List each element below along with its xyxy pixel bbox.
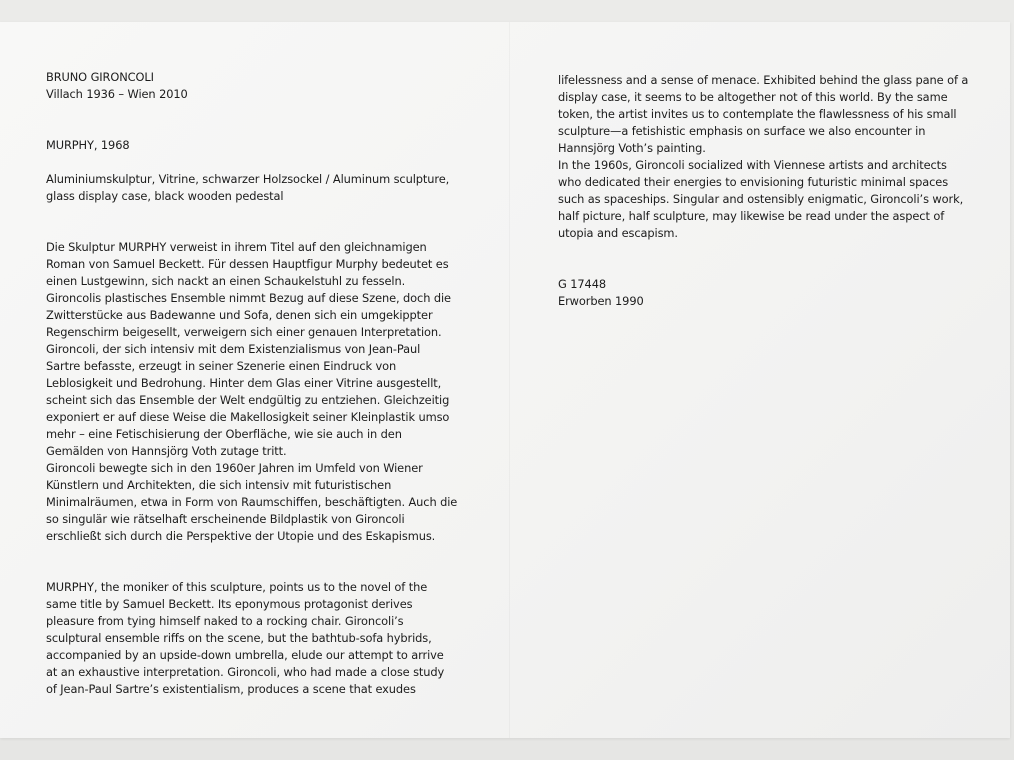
medium-line: Aluminiumskulptur, Vitrine, schwarzer Holzsockel / Aluminum sculpture, bbox=[46, 172, 450, 186]
text-line: Die Skulptur MURPHY verweist in ihrem Titel auf den gleichnamigen bbox=[46, 240, 427, 254]
inventory-number: G 17448 bbox=[558, 277, 606, 291]
english-description-part-2 bbox=[558, 72, 978, 242]
text-line: half picture, half sculpture, may likewise be read under the aspect of bbox=[558, 209, 945, 223]
artist-name: BRUNO GIRONCOLI bbox=[46, 70, 154, 84]
text-line: of Jean-Paul Sartre’s existentialism, produces a scene that exudes bbox=[46, 682, 416, 696]
panel-seam bbox=[509, 22, 510, 738]
text-line: token, the artist invites us to contemplate the flawlessness of his small bbox=[558, 107, 957, 121]
label-left-column bbox=[46, 69, 486, 698]
text-line: Gironcoli, der sich intensiv mit dem Existenzialismus von Jean-Paul bbox=[46, 342, 421, 356]
text-line: sculptural ensemble riffs on the scene, but the bathtub-sofa hybrids, bbox=[46, 631, 432, 645]
text-line: exponiert er auf diese Weise die Makellosigkeit seiner Kleinplastik umso bbox=[46, 410, 450, 424]
text-line: einen Lustgewinn, sich nackt an einen Schaukelstuhl zu fesseln. bbox=[46, 274, 406, 288]
text-line: In the 1960s, Gironcoli socialized with Viennese artists and architects bbox=[558, 158, 947, 172]
text-line: scheint sich das Ensemble der Welt endgültig zu entziehen. Gleichzeitig bbox=[46, 393, 450, 407]
text-line: Leblosigkeit und Bedrohung. Hinter dem Glas einer Vitrine ausgestellt, bbox=[46, 376, 442, 390]
text-line: Minimalräumen, etwa in Form von Raumschiffen, beschäftigten. Auch die bbox=[46, 495, 458, 509]
text-line: Regenschirm beigesellt, verweigern sich einer genauen Interpretation. bbox=[46, 325, 442, 339]
text-line: Künstlern und Architekten, die sich intensiv mit futuristischen bbox=[46, 478, 392, 492]
text-line: at an exhaustive interpretation. Gironcoli, who had made a close study bbox=[46, 665, 445, 679]
text-line: Zwitterstücke aus Badewanne und Sofa, denen sich ein umgekippter bbox=[46, 308, 433, 322]
text-line: utopia and escapism. bbox=[558, 226, 678, 240]
text-line: Gironcolis plastisches Ensemble nimmt Bezug auf diese Szene, doch die bbox=[46, 291, 451, 305]
artist-dates: Villach 1936 – Wien 2010 bbox=[46, 87, 188, 101]
text-line: pleasure from tying himself naked to a rocking chair. Gironcoli’s bbox=[46, 614, 404, 628]
medium-line: glass display case, black wooden pedestal bbox=[46, 189, 284, 203]
artwork-title: MURPHY, 1968 bbox=[46, 138, 130, 152]
german-description bbox=[46, 239, 486, 545]
text-line: lifelessness and a sense of menace. Exhibited behind the glass pane of a bbox=[558, 73, 969, 87]
text-line: Hannsjörg Voth’s painting. bbox=[558, 141, 706, 155]
text-line: mehr – eine Fetischisierung der Oberfläche, wie sie auch in den bbox=[46, 427, 402, 441]
text-line: display case, it seems to be altogether not of this world. By the same bbox=[558, 90, 948, 104]
text-line: sculpture—a fetishistic emphasis on surface we also encounter in bbox=[558, 124, 926, 138]
text-line: accompanied by an upside-down umbrella, elude our attempt to arrive bbox=[46, 648, 444, 662]
text-line: Gironcoli bewegte sich in den 1960er Jahren im Umfeld von Wiener bbox=[46, 461, 423, 475]
artwork-medium bbox=[46, 171, 486, 205]
text-line: Sartre befasste, erzeugt in seiner Szenerie einen Eindruck von bbox=[46, 359, 397, 373]
label-right-column bbox=[558, 72, 978, 310]
text-line: who dedicated their energies to envisioning futuristic minimal spaces bbox=[558, 175, 949, 189]
text-line: Gemälden von Hannsjörg Voth zutage tritt. bbox=[46, 444, 287, 458]
acquisition-note: Erworben 1990 bbox=[558, 294, 644, 308]
text-line: same title by Samuel Beckett. Its eponymous protagonist derives bbox=[46, 597, 413, 611]
text-line: erschließt sich durch die Perspektive der Utopie und des Eskapismus. bbox=[46, 529, 436, 543]
english-description-part-1 bbox=[46, 579, 486, 698]
text-line: MURPHY, the moniker of this sculpture, points us to the novel of the bbox=[46, 580, 428, 594]
text-line: Roman von Samuel Beckett. Für dessen Hauptfigur Murphy bedeutet es bbox=[46, 257, 449, 271]
text-line: so singulär wie rätselhaft erscheinende Bildplastik von Gironcoli bbox=[46, 512, 405, 526]
text-line: such as spaceships. Singular and ostensibly enigmatic, Gironcoli’s work, bbox=[558, 192, 964, 206]
